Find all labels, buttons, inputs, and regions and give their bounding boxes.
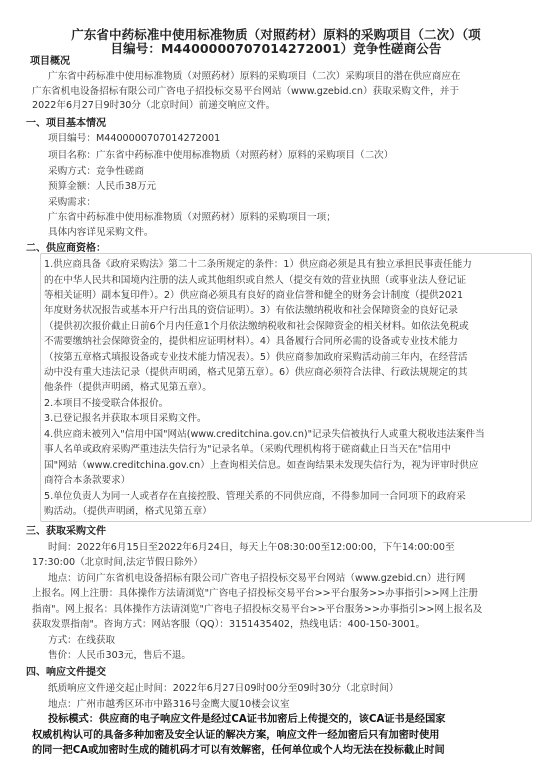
qualification-line: 2.本项目不接受联合体报价。 (44, 398, 169, 409)
qualification-line: 1.供应商具备《政府采购法》第二十二条所规定的条件：1）供应商必须是具有独立承担民事责任能力 (44, 259, 472, 270)
section-2-heading: 二、供应商资格： (26, 243, 106, 254)
procurement-needs-item: 广东省中药标准中使用标准物质（对照药材）原料的采购项目一项； (48, 212, 336, 223)
acquisition-price: 售价：人民币303元，售后不退。 (48, 650, 192, 661)
qualification-line: 3.已登记报名并获取本项目采购文件。 (44, 413, 207, 424)
qualification-line: 等相关证明）副本复印件）。2）供应商必须具有良好的商业信誉和健全的财务会计制度（提供2021 (44, 290, 464, 301)
qualification-line: （提供初次报价截止日前6个月内任意1个月依法缴纳税收和社会保障资金的相关材料。如依法免税或 (44, 321, 469, 332)
submission-location: 地点：广州市越秀区环市中路316号金鹰大厦10楼会议室 (48, 699, 290, 710)
acquisition-location-cont: 获取发票指南"。咨询方式：网站客服（QQ）：3151435402，热线电话：400-150-3001。 (32, 619, 426, 630)
bidding-mode: 投标模式：供应商的电子响应文件是经过CA证书加密后上传提交的，该CA证书是经国家 (48, 714, 446, 725)
section-4-heading: 四、响应文件提交 (26, 667, 106, 678)
qualification-line: 事人名单或政府采购严重违法失信行为"记录名单。（采购代理机构将于磋商截止日当天在"信用中 (44, 444, 451, 455)
acquisition-time: 时间：2022年6月15日至2022年6月24日，每天上午08:30:00至12:00:00，下午14:00:00至 (48, 542, 455, 553)
overview-line: 广东省机电设备招标有限公司广咨电子招投标交易平台网站（www.gzebid.cn）获取采购文件，并于 (32, 86, 459, 97)
overview-heading: 项目概况 (30, 56, 70, 67)
section-3-heading: 三、获取采购文件 (26, 526, 106, 537)
qualification-line: 国"网站（www.creditchina.gov.cn）上查询相关信息。如查询结果未发现失信行为，视为评审时供应 (44, 460, 479, 471)
title-line-1: 广东省中药标准中使用标准物质（对照药材）原料的采购项目（二次）（项 (71, 27, 481, 42)
qualification-line: 不需要缴纳社会保障资金的，提供相应证明材料）。4）具备履行合同所必需的设备或专业技术能力 (44, 336, 458, 347)
qualification-line: 他条件（提供声明函，格式见第五章）。 (44, 382, 212, 393)
section-1-heading: 一、项目基本情况 (26, 118, 106, 129)
overview-line: 广东省中药标准中使用标准物质（对照药材）原料的采购项目（二次）采购项目的潜在供应商应在 (48, 71, 461, 82)
acquisition-method: 方式：在线获取 (48, 635, 116, 646)
qualification-line: 动中没有重大违法记录（提供声明函，格式见第五章）。6）供应商必须符合法律、行政法规规定的其 (44, 367, 468, 378)
bidding-mode-cont: 权威机构认可的具备多种加密及安全认证的解决方案，响应文件一经加密后只有加密时使用 (32, 730, 440, 741)
qualification-line: （按第五章格式填报设备或专业技术能力情况表）。5）供应商参加政府采购活动前三年内，在经营活 (44, 352, 468, 363)
project-number: 项目编号：M4400000707014272001 (48, 133, 221, 144)
acquisition-location-cont: 上报名。网上注册：具体操作方法请浏览"广咨电子招投标交易平台>>平台服务>>办事指引>>网上注册 (32, 588, 478, 599)
title-line-2: 目编号：M4400000707014272001）竞争性磋商公告 (110, 41, 442, 56)
qualification-line: 的在中华人民共和国境内注册的法人或其他组织或自然人（提交有效的营业执照（或事业法人登记证 (44, 275, 467, 286)
qualification-line: 购活动。（提供声明函，格式见第五章） (44, 506, 212, 517)
submission-time: 纸质响应文件递交起止时间：2022年6月27日09时00分至09时30分（北京时间） (48, 683, 399, 694)
qualification-line: 5.单位负责人为同一人或者存在直接控股、管理关系的不同供应商，不得参加同一合同项下的政府采 (44, 491, 466, 502)
procurement-needs-detail: 具体内容详见采购文件。 (48, 227, 154, 238)
qualification-line: 4.供应商未被列入"信用中国"网站(www.creditchina.gov.cn)"记录失信被执行人或重大税收违法案件当 (44, 429, 485, 440)
budget-amount: 预算金额：人民币38万元 (48, 181, 157, 192)
acquisition-time-cont: 17:30:00（北京时间,法定节假日除外） (32, 557, 203, 568)
bidding-mode-cont: 的同一把CA或加密时生成的随机码才可以有效解密，任何单位或个人均无法在投标截止时间 (32, 745, 445, 756)
qualification-line: 年度财务状况报告或基本开户行出具的资信证明）。3）有依法缴纳税收和社会保障资金的良好记录 (44, 305, 458, 316)
overview-line: 2022年6月27日9时30分（北京时间）前递交响应文件。 (32, 100, 276, 111)
procurement-method: 采购方式：竞争性磋商 (48, 166, 144, 177)
project-name: 项目名称：广东省中药标准中使用标准物质（对照药材）原料的采购项目（二次） (48, 150, 394, 161)
acquisition-location: 地点：访问广东省机电设备招标有限公司广咨电子招投标交易平台网站（www.gzebid.cn）进行网 (48, 573, 466, 584)
acquisition-location-cont: 指南"。网上报名：具体操作方法请浏览"广咨电子招投标交易平台>>平台服务>>办事指引>>网上报名及 (32, 604, 483, 615)
page-title (12, 28, 540, 56)
qualification-line: 商符合本条款要求） (44, 475, 131, 486)
procurement-needs-label: 采购需求： (48, 197, 96, 208)
